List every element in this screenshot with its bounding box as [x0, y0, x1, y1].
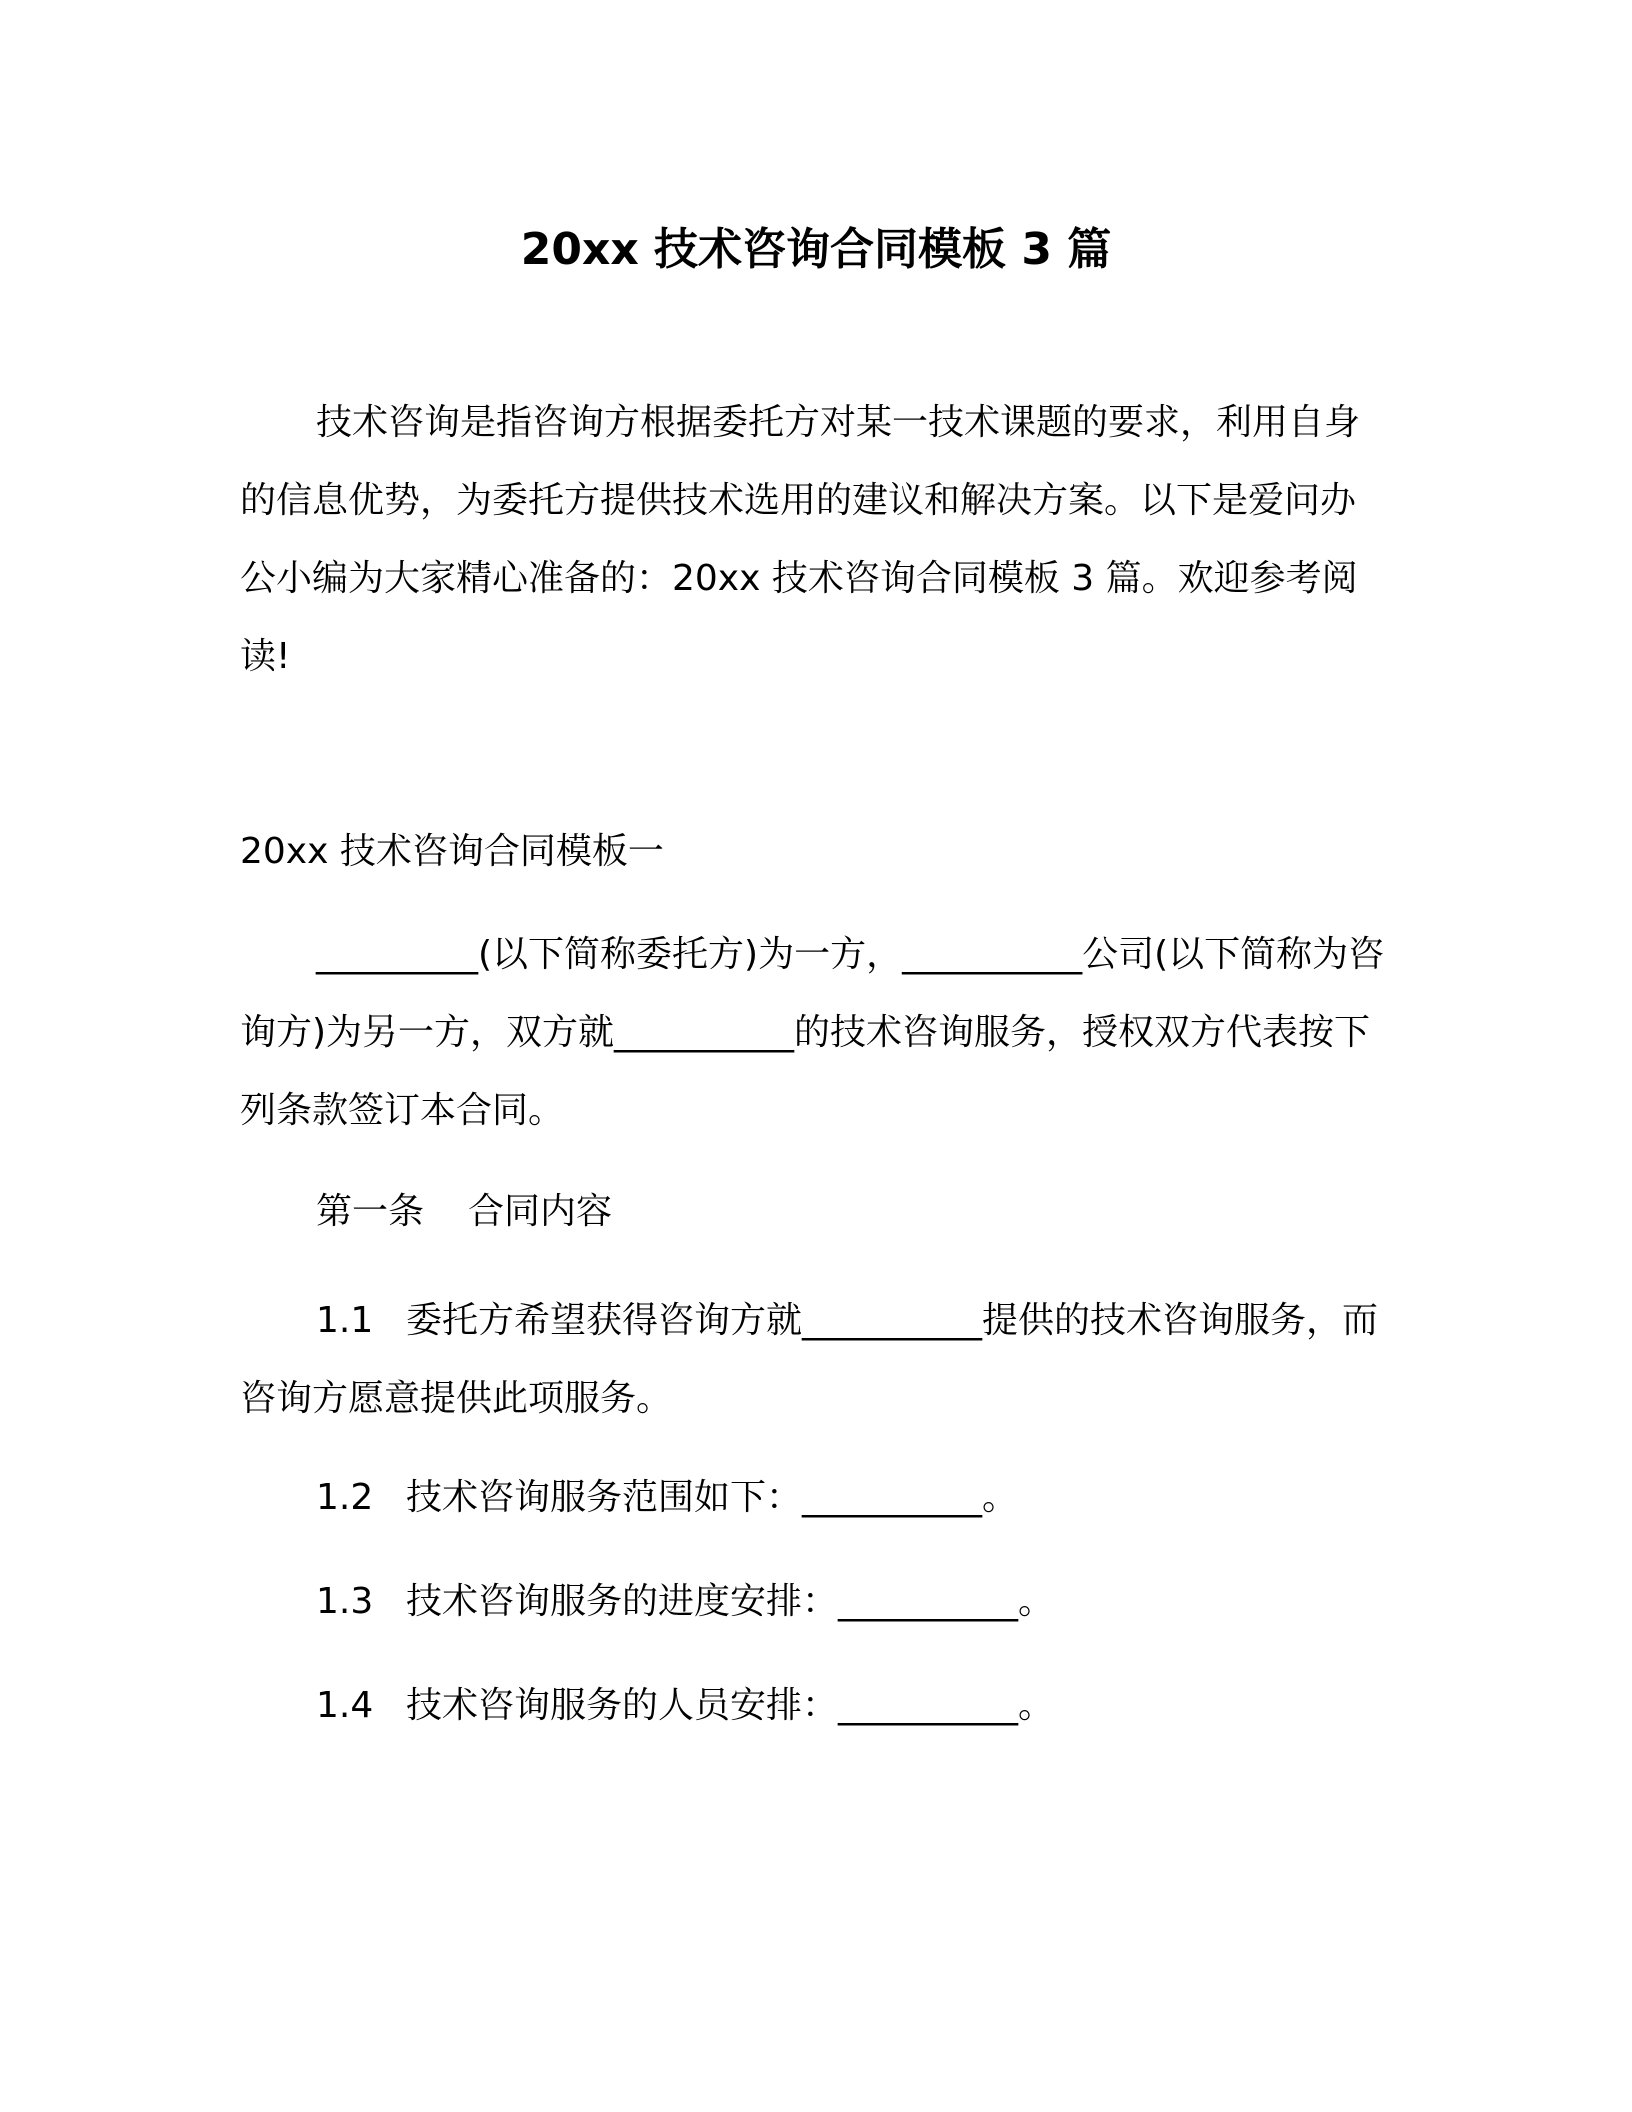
clause-number: 1.1: [316, 1300, 374, 1341]
clause-1-4: [316, 1682, 1054, 1730]
article-label: 第一条: [316, 1191, 425, 1232]
parties-paragraph: _________(以下简称委托方)为一方，__________公司(以下简称为咨询方)为另一方，双方就__________的技术咨询服务，授权双方代表按下列条款签订本合同。: [240, 934, 1385, 1131]
clause-1-3: [316, 1578, 1054, 1626]
clause-text: 技术咨询服务的进度安排：__________。: [406, 1581, 1055, 1622]
clause-text: 技术咨询服务的人员安排：__________。: [406, 1685, 1055, 1726]
intro-paragraph: 技术咨询是指咨询方根据委托方对某一技术课题的要求，利用自身的信息优势，为委托方提供技术选用的建议和解决方案。以下是爱问办公小编为大家精心准备的：20xx 技术咨询合同模板 3 篇。欢迎参考阅读!: [240, 402, 1361, 677]
article-title: 合同内容: [468, 1191, 613, 1232]
clause-text: 委托方希望获得咨询方就__________提供的技术咨询服务，而咨询方愿意提供此项服务。: [240, 1300, 1379, 1419]
clause-number: 1.2: [316, 1477, 374, 1518]
clause-1-1: [240, 1282, 1390, 1438]
clause-1-2: [316, 1474, 1018, 1522]
article-heading: [316, 1188, 612, 1236]
document-title: 20xx 技术咨询合同模板 3 篇: [520, 224, 1112, 275]
clause-number: 1.4: [316, 1685, 374, 1726]
section-heading: 20xx 技术咨询合同模板一: [240, 831, 664, 872]
clause-text: 技术咨询服务范围如下：__________。: [406, 1477, 1019, 1518]
clause-number: 1.3: [316, 1581, 374, 1622]
